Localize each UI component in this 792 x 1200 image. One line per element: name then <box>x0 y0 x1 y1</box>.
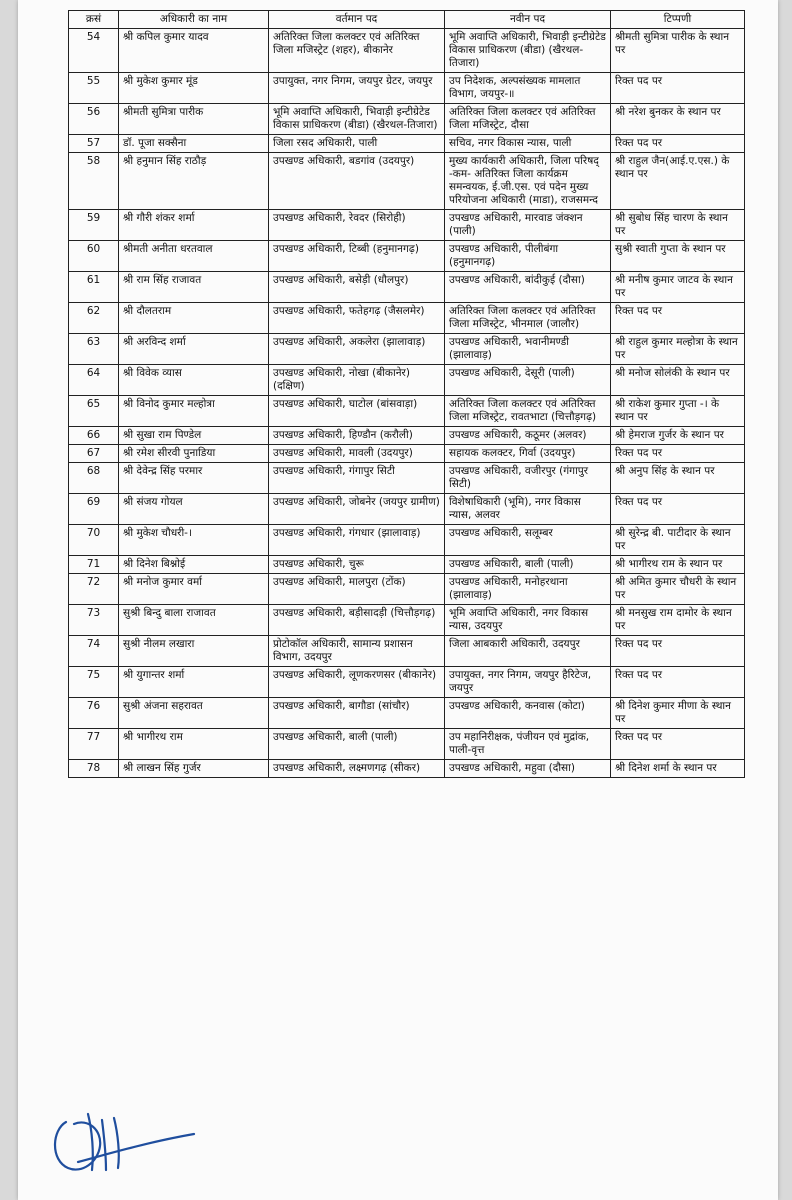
row-sno: 67 <box>69 445 119 463</box>
row-name: श्री विनोद कुमार मल्होत्रा <box>119 396 269 427</box>
row-remark: श्री नरेश बुनकर के स्थान पर <box>611 104 745 135</box>
row-sno: 62 <box>69 303 119 334</box>
signature-icon <box>48 1100 198 1180</box>
row-remark: श्री दिनेश कुमार मीणा के स्थान पर <box>611 698 745 729</box>
row-sno: 78 <box>69 760 119 778</box>
table-row <box>69 698 745 729</box>
table-row <box>69 210 745 241</box>
row-new-post: उपखण्ड अधिकारी, मारवाड जंक्शन (पाली) <box>445 210 611 241</box>
row-sno: 64 <box>69 365 119 396</box>
row-name: श्री हनुमान सिंह राठौड़ <box>119 153 269 210</box>
row-name: श्रीमती अनीता धरतवाल <box>119 241 269 272</box>
row-sno: 59 <box>69 210 119 241</box>
row-remark: रिक्त पद पर <box>611 729 745 760</box>
row-sno: 71 <box>69 556 119 574</box>
row-remark: रिक्त पद पर <box>611 445 745 463</box>
row-name: श्री लाखन सिंह गुर्जर <box>119 760 269 778</box>
table-row <box>69 574 745 605</box>
row-current-post: उपखण्ड अधिकारी, बसेड़ी (धौलपुर) <box>269 272 445 303</box>
row-sno: 68 <box>69 463 119 494</box>
table-row <box>69 365 745 396</box>
row-current-post: अतिरिक्त जिला कलक्टर एवं अतिरिक्त जिला मजिस्ट्रेट (शहर), बीकानेर <box>269 29 445 73</box>
row-new-post: भूमि अवाप्ति अधिकारी, नगर विकास न्यास, उदयपुर <box>445 605 611 636</box>
row-sno: 73 <box>69 605 119 636</box>
row-remark: सुश्री स्वाती गुप्ता के स्थान पर <box>611 241 745 272</box>
row-name: श्री अरविन्द शर्मा <box>119 334 269 365</box>
table-row <box>69 494 745 525</box>
table-row <box>69 303 745 334</box>
table-row <box>69 667 745 698</box>
row-current-post: जिला रसद अधिकारी, पाली <box>269 135 445 153</box>
row-new-post: उप महानिरीक्षक, पंजीयन एवं मुद्रांक, पाली-वृत्त <box>445 729 611 760</box>
row-remark: श्री मनोज सोलंकी के स्थान पर <box>611 365 745 396</box>
row-name: श्री दौलतराम <box>119 303 269 334</box>
row-remark: श्री हेमराज गुर्जर के स्थान पर <box>611 427 745 445</box>
table-header-row <box>69 11 745 29</box>
row-current-post: उपखण्ड अधिकारी, मावली (उदयपुर) <box>269 445 445 463</box>
transfer-table <box>68 10 745 778</box>
row-new-post: भूमि अवाप्ति अधिकारी, भिवाड़ी इन्टीग्रेटेड विकास प्राधिकरण (बीडा) (खैरथल-तिजारा) <box>445 29 611 73</box>
row-current-post: उपखण्ड अधिकारी, लक्ष्मणगढ़ (सीकर) <box>269 760 445 778</box>
row-remark: रिक्त पद पर <box>611 494 745 525</box>
row-sno: 66 <box>69 427 119 445</box>
row-name: श्री कपिल कुमार यादव <box>119 29 269 73</box>
table-row <box>69 605 745 636</box>
table-row <box>69 760 745 778</box>
row-current-post: उपखण्ड अधिकारी, बडगांव (उदयपुर) <box>269 153 445 210</box>
row-current-post: प्रोटोकॉल अधिकारी, सामान्य प्रशासन विभाग, उदयपुर <box>269 636 445 667</box>
table-row <box>69 445 745 463</box>
row-new-post: उपखण्ड अधिकारी, महुवा (दौसा) <box>445 760 611 778</box>
table-row <box>69 729 745 760</box>
row-sno: 58 <box>69 153 119 210</box>
row-remark: श्रीमती सुमित्रा पारीक के स्थान पर <box>611 29 745 73</box>
row-new-post: उपखण्ड अधिकारी, कठूमर (अलवर) <box>445 427 611 445</box>
table-row <box>69 525 745 556</box>
row-name: श्री संजय गोयल <box>119 494 269 525</box>
table-body <box>69 29 745 778</box>
table-row <box>69 29 745 73</box>
row-new-post: मुख्य कार्यकारी अधिकारी, जिला परिषद् -कम- अतिरिक्त जिला कार्यक्रम समन्वयक, ई.जी.एस. एवं पदेन मुख्य परियोजना अधिकारी (माडा), राजसमन्द <box>445 153 611 210</box>
row-current-post: उपखण्ड अधिकारी, गंगापुर सिटी <box>269 463 445 494</box>
row-current-post: उपखण्ड अधिकारी, फतेहगढ़ (जैसलमेर) <box>269 303 445 334</box>
table-row <box>69 153 745 210</box>
row-remark: श्री राहुल कुमार मल्होत्रा के स्थान पर <box>611 334 745 365</box>
row-new-post: अतिरिक्त जिला कलक्टर एवं अतिरिक्त जिला मजिस्ट्रेट, रावतभाटा (चित्तौड़गढ़) <box>445 396 611 427</box>
table-row <box>69 636 745 667</box>
row-sno: 65 <box>69 396 119 427</box>
table-row <box>69 241 745 272</box>
table-row <box>69 272 745 303</box>
row-name: श्री युगान्तर शर्मा <box>119 667 269 698</box>
row-sno: 75 <box>69 667 119 698</box>
row-sno: 55 <box>69 73 119 104</box>
row-sno: 56 <box>69 104 119 135</box>
row-sno: 60 <box>69 241 119 272</box>
row-sno: 74 <box>69 636 119 667</box>
row-sno: 63 <box>69 334 119 365</box>
col-header-name: अधिकारी का नाम <box>119 11 269 29</box>
col-header-sno: क्रसं <box>69 11 119 29</box>
document-page <box>18 0 778 1200</box>
row-current-post: उपखण्ड अधिकारी, हिण्डौन (करौली) <box>269 427 445 445</box>
row-new-post: उपखण्ड अधिकारी, कनवास (कोटा) <box>445 698 611 729</box>
row-sno: 70 <box>69 525 119 556</box>
row-sno: 72 <box>69 574 119 605</box>
table-row <box>69 135 745 153</box>
row-new-post: विशेषाधिकारी (भूमि), नगर विकास न्यास, अलवर <box>445 494 611 525</box>
row-current-post: उपखण्ड अधिकारी, टिब्बी (हनुमानगढ़) <box>269 241 445 272</box>
row-name: श्री मुकेश चौधरी-। <box>119 525 269 556</box>
col-header-remark: टिप्पणी <box>611 11 745 29</box>
row-new-post: उपायुक्त, नगर निगम, जयपुर हैरिटेज, जयपुर <box>445 667 611 698</box>
row-sno: 76 <box>69 698 119 729</box>
row-remark: श्री मनसुख राम दामोर के स्थान पर <box>611 605 745 636</box>
row-current-post: उपखण्ड अधिकारी, घाटोल (बांसवाड़ा) <box>269 396 445 427</box>
row-new-post: सचिव, नगर विकास न्यास, पाली <box>445 135 611 153</box>
row-remark: रिक्त पद पर <box>611 667 745 698</box>
table-row <box>69 427 745 445</box>
row-new-post: उपखण्ड अधिकारी, बांदीकुई (दौसा) <box>445 272 611 303</box>
row-new-post: उपखण्ड अधिकारी, बाली (पाली) <box>445 556 611 574</box>
row-name: सुश्री अंजना सहरावत <box>119 698 269 729</box>
row-name: श्री देवेन्द्र सिंह परमार <box>119 463 269 494</box>
row-current-post: उपखण्ड अधिकारी, बड़ीसादड़ी (चित्तौड़गढ़) <box>269 605 445 636</box>
row-remark: श्री अमित कुमार चौधरी के स्थान पर <box>611 574 745 605</box>
row-current-post: उपखण्ड अधिकारी, नोखा (बीकानेर) (दक्षिण) <box>269 365 445 396</box>
row-remark: श्री सुबोध सिंह चारण के स्थान पर <box>611 210 745 241</box>
row-sno: 54 <box>69 29 119 73</box>
row-current-post: उपखण्ड अधिकारी, बागौडा (सांचौर) <box>269 698 445 729</box>
row-current-post: उपखण्ड अधिकारी, अकलेरा (झालावाड़) <box>269 334 445 365</box>
row-new-post: अतिरिक्त जिला कलक्टर एवं अतिरिक्त जिला मजिस्ट्रेट, भीनमाल (जालौर) <box>445 303 611 334</box>
row-current-post: उपायुक्त, नगर निगम, जयपुर ग्रेटर, जयपुर <box>269 73 445 104</box>
table-row <box>69 556 745 574</box>
table-row <box>69 463 745 494</box>
row-new-post: उपखण्ड अधिकारी, वजीरपुर (गंगापुर सिटी) <box>445 463 611 494</box>
table-row <box>69 104 745 135</box>
col-header-current-post: वर्तमान पद <box>269 11 445 29</box>
row-name: श्री मनोज कुमार वर्मा <box>119 574 269 605</box>
row-remark: श्री भागीरथ राम के स्थान पर <box>611 556 745 574</box>
row-sno: 77 <box>69 729 119 760</box>
row-new-post: उपखण्ड अधिकारी, भवानीमण्डी (झालावाड़) <box>445 334 611 365</box>
row-current-post: उपखण्ड अधिकारी, गंगधार (झालावाड़) <box>269 525 445 556</box>
row-name: श्री गौरी शंकर शर्मा <box>119 210 269 241</box>
row-current-post: उपखण्ड अधिकारी, चुरू <box>269 556 445 574</box>
row-name: श्री दिनेश बिश्नोई <box>119 556 269 574</box>
row-name: श्री विवेक व्यास <box>119 365 269 396</box>
row-name: डॉ. पूजा सक्सैना <box>119 135 269 153</box>
row-current-post: उपखण्ड अधिकारी, जोबनेर (जयपुर ग्रामीण) <box>269 494 445 525</box>
row-name: श्री राम सिंह राजावत <box>119 272 269 303</box>
table-row <box>69 396 745 427</box>
row-name: श्री रमेश सीरवी पुनाडिया <box>119 445 269 463</box>
row-remark: श्री दिनेश शर्मा के स्थान पर <box>611 760 745 778</box>
row-remark: रिक्त पद पर <box>611 135 745 153</box>
row-current-post: उपखण्ड अधिकारी, रेवदर (सिरोही) <box>269 210 445 241</box>
row-remark: रिक्त पद पर <box>611 73 745 104</box>
row-current-post: उपखण्ड अधिकारी, मालपुरा (टोंक) <box>269 574 445 605</box>
row-name: सुश्री नीलम लखारा <box>119 636 269 667</box>
row-name: श्री मुकेश कुमार मूंड <box>119 73 269 104</box>
row-remark: रिक्त पद पर <box>611 636 745 667</box>
row-remark: श्री सुरेन्द्र बी. पाटीदार के स्थान पर <box>611 525 745 556</box>
row-current-post: उपखण्ड अधिकारी, बाली (पाली) <box>269 729 445 760</box>
row-sno: 61 <box>69 272 119 303</box>
row-sno: 69 <box>69 494 119 525</box>
row-new-post: उपखण्ड अधिकारी, सलूम्बर <box>445 525 611 556</box>
row-name: श्री भागीरथ राम <box>119 729 269 760</box>
row-remark: श्री राहुल जैन(आई.ए.एस.) के स्थान पर <box>611 153 745 210</box>
row-remark: श्री मनीष कुमार जाटव के स्थान पर <box>611 272 745 303</box>
row-new-post: अतिरिक्त जिला कलक्टर एवं अतिरिक्त जिला मजिस्ट्रेट, दौसा <box>445 104 611 135</box>
row-name: सुश्री बिन्दु बाला राजावत <box>119 605 269 636</box>
col-header-new-post: नवीन पद <box>445 11 611 29</box>
row-current-post: उपखण्ड अधिकारी, लूणकरणसर (बीकानेर) <box>269 667 445 698</box>
row-new-post: उपखण्ड अधिकारी, देसूरी (पाली) <box>445 365 611 396</box>
row-sno: 57 <box>69 135 119 153</box>
row-new-post: जिला आबकारी अधिकारी, उदयपुर <box>445 636 611 667</box>
row-remark: रिक्त पद पर <box>611 303 745 334</box>
row-new-post: उप निदेशक, अल्पसंख्यक मामलात विभाग, जयपुर-॥ <box>445 73 611 104</box>
table-row <box>69 73 745 104</box>
table-row <box>69 334 745 365</box>
row-name: श्री सुखा राम पिण्डेल <box>119 427 269 445</box>
row-remark: श्री राकेश कुमार गुप्ता -। के स्थान पर <box>611 396 745 427</box>
row-name: श्रीमती सुमित्रा पारीक <box>119 104 269 135</box>
row-current-post: भूमि अवाप्ति अधिकारी, भिवाड़ी इन्टीग्रेटेड विकास प्राधिकरण (बीडा) (खैरथल-तिजारा) <box>269 104 445 135</box>
row-new-post: उपखण्ड अधिकारी, पीलीबंगा (हनुमानगढ़) <box>445 241 611 272</box>
row-new-post: उपखण्ड अधिकारी, मनोहरथाना (झालावाड़) <box>445 574 611 605</box>
row-remark: श्री अनुप सिंह के स्थान पर <box>611 463 745 494</box>
row-new-post: सहायक कलक्टर, गिर्वा (उदयपुर) <box>445 445 611 463</box>
